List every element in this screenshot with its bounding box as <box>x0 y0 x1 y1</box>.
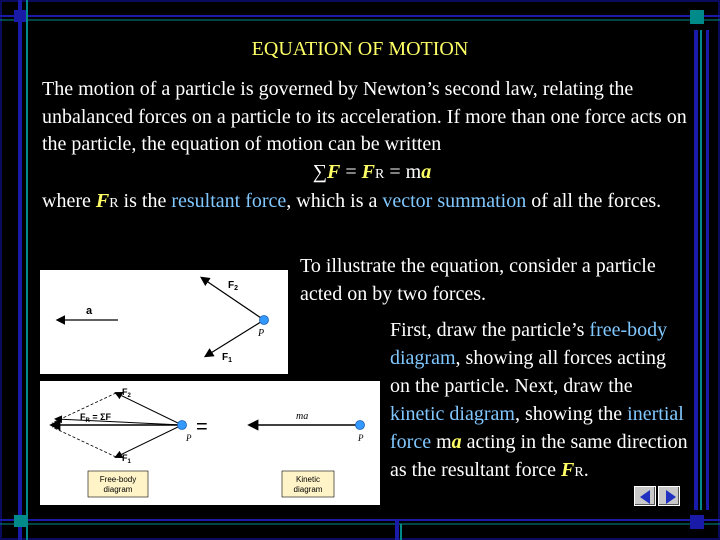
kd-ma-label: ma <box>296 411 309 422</box>
fbd-box-line1: Free-body <box>99 475 137 484</box>
where-text <box>42 188 702 218</box>
where-1: where <box>42 190 96 212</box>
kd-box-line1: Kinetic <box>295 475 321 484</box>
steps-1: First, draw the particle’s <box>390 319 590 341</box>
a-label: a <box>86 305 93 317</box>
particle <box>260 316 269 325</box>
fbd-fr-label: $F_R = \Sigma F$ <box>80 412 111 424</box>
fbd-f2-arrow <box>116 393 182 425</box>
resultant-force-term: resultant force <box>171 190 287 212</box>
two-forces-figure <box>40 270 288 374</box>
equation-line <box>42 159 702 189</box>
sigma-symbol: ∑ <box>312 160 328 183</box>
p-label: P <box>258 328 265 339</box>
eq-fr: F <box>361 160 376 183</box>
fbd-f2-label: $F_2$ <box>122 387 131 399</box>
fbd-f1-dashed <box>52 427 116 457</box>
where-fr: F <box>95 190 110 212</box>
fbd-f1-label: $F_1$ <box>122 453 131 465</box>
fbd-kinetic-figure <box>40 381 380 505</box>
prev-slide-button[interactable] <box>634 486 656 506</box>
f1-label: $F_1$ <box>222 352 233 364</box>
eq-f: F <box>327 160 341 183</box>
where-fr-sub: R <box>109 196 119 211</box>
f1-arrow <box>206 320 264 356</box>
where-4: of all the forces. <box>526 190 662 212</box>
triangle-left-icon <box>635 487 657 507</box>
steps-4: m <box>431 431 452 453</box>
eq-fr-sub: R <box>375 166 385 182</box>
kd-particle <box>356 421 365 430</box>
kinetic-diagram-term: kinetic diagram <box>390 403 515 425</box>
fbd-p-label: P <box>186 433 192 443</box>
intro-text: The motion of a particle is governed by Newton’s second law, relating the unbalanced forces on a particle to its acceleration. If more than one force acts on the particle, the equation of motion can be written <box>42 78 687 155</box>
equals-sign: = <box>196 416 208 438</box>
triangle-right-icon <box>659 487 681 507</box>
steps-text <box>390 316 690 487</box>
steps-a: a <box>451 431 462 453</box>
steps-3: , showing the <box>514 403 628 425</box>
f2-label: $F_2$ <box>228 280 239 292</box>
intro-block <box>42 76 702 218</box>
fbd-particle <box>178 421 187 430</box>
steps-text-block <box>390 316 690 487</box>
kd-p-label: P <box>358 433 364 443</box>
steps-6: . <box>583 459 589 481</box>
where-3: , which is a <box>286 190 383 212</box>
fbd-f2-line <box>56 419 182 425</box>
eq-sign-2: = m <box>384 160 422 183</box>
where-2: is the <box>118 190 172 212</box>
inertial-force-term: inertial force <box>390 403 684 453</box>
fbd-box-line2: diagram <box>103 485 133 494</box>
eq-sign-1: = <box>340 160 362 183</box>
free-body-diagram-term: free-body diagram <box>390 319 668 369</box>
steps-fr-sub: R <box>574 465 584 480</box>
eq-a: a <box>421 160 432 183</box>
steps-5: acting in the same direction as the resultant force <box>390 431 688 481</box>
next-slide-button[interactable] <box>658 486 680 506</box>
illustrate-text-block <box>300 252 680 308</box>
steps-2: , showing all forces acting on the particle. Next, draw the <box>390 347 667 397</box>
illustrate-text: To illustrate the equation, consider a particle acted on by two forces. <box>300 255 656 305</box>
vector-summation-term: vector summation <box>382 190 527 212</box>
page-title: EQUATION OF MOTION <box>251 38 469 60</box>
kd-box-line2: diagram <box>293 485 323 494</box>
steps-fr: F <box>561 459 575 481</box>
